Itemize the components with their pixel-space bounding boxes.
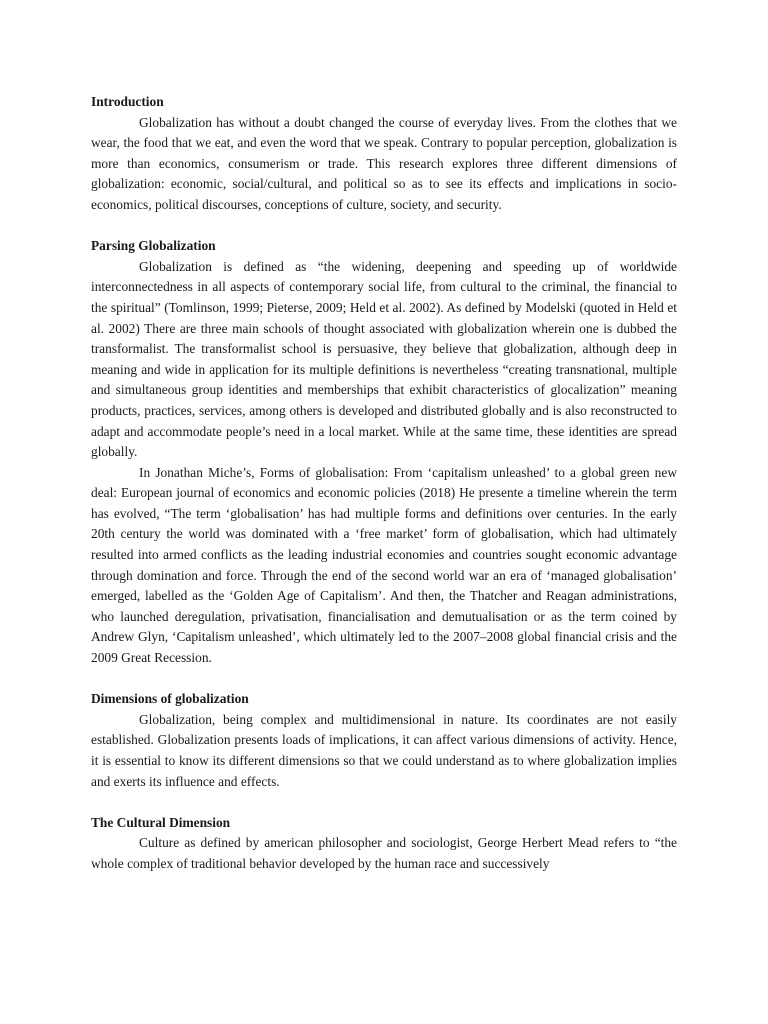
section-parsing-globalization bbox=[91, 236, 677, 668]
paragraph: Culture as defined by american philosopher and sociologist, George Herbert Mead refers to “the whole complex of traditional behavior developed by the human race and successively bbox=[91, 835, 677, 871]
paragraph: Globalization, being complex and multidimensional in nature. Its coordinates are not easily established. Globalization presents loads of implications, it can affect various dimensions of activity. Hence, it is essential to know its different dimensions so that we could understand as to where globalization implies and exerts its influence and effects. bbox=[91, 711, 677, 789]
section-heading: Parsing Globalization bbox=[91, 238, 216, 254]
paragraph: In Jonathan Miche’s, Forms of globalisation: From ‘capitalism unleashed’ to a global green new deal: European journal of economics and economic policies (2018) He presente a timeline wherein the term has evolved, “The term ‘globalisation’ has had multiple forms and definitions over centuries. In the early 20th century the world was dominated with a ‘free market’ form of globalisation, which had ultimately resulted into armed conflicts as the leading industrial economies and countries sought economic advantage through domination and force. Through the end of the second world war an era of ‘managed globalisation’ emerged, labelled as the ‘Golden Age of Capitalism’. And then, the Thatcher and Reagan administrations, who launched deregulation, privatisation, financialisation and demutualisation or as the term coined by Andrew Glyn, ‘Capitalism unleashed’, which ultimately led to the 2007–2008 global financial crisis and the 2009 Great Recession. bbox=[91, 464, 677, 666]
section-introduction bbox=[91, 92, 677, 216]
section-dimensions-of-globalization bbox=[91, 689, 677, 792]
section-heading: Dimensions of globalization bbox=[91, 691, 249, 707]
section-cultural-dimension bbox=[91, 813, 677, 875]
section-heading: The Cultural Dimension bbox=[91, 814, 231, 830]
paragraph: Globalization is defined as “the widening, deepening and speeding up of worldwide interconnectedness in all aspects of contemporary social life, from cultural to the criminal, the financial to the spiritual” (Tomlinson, 1999; Pieterse, 2009; Held et al. 2002). As defined by Modelski (quoted in Held et al. 2002) There are three main schools of thought associated with globalization wherein one is dubbed the transformalist. The transformalist school is persuasive, they believe that globalization, although deep in meaning and wide in application for its multiple definitions is nevertheless “creating transnational, multiple and simultaneous group identities and memberships that exhibit characteristics of glocalization” meaning products, practices, services, among others is developed and distributed globally and is also reconstructed to adapt and accommodate people’s need in a local market. While at the same time, these identities are spread globally. bbox=[91, 258, 677, 460]
section-heading: Introduction bbox=[91, 94, 164, 109]
paragraph: Globalization has without a doubt changed the course of everyday lives. From the clothes that we wear, the food that we eat, and even the word that we speak. Contrary to popular perception, globalization is more than economics, consumerism or trade. This research explores three different dimensions of globalization: economic, social/cultural, and political so as to see its effects and implications in socio-economics, political discourses, conceptions of culture, society, and security. bbox=[91, 114, 677, 212]
